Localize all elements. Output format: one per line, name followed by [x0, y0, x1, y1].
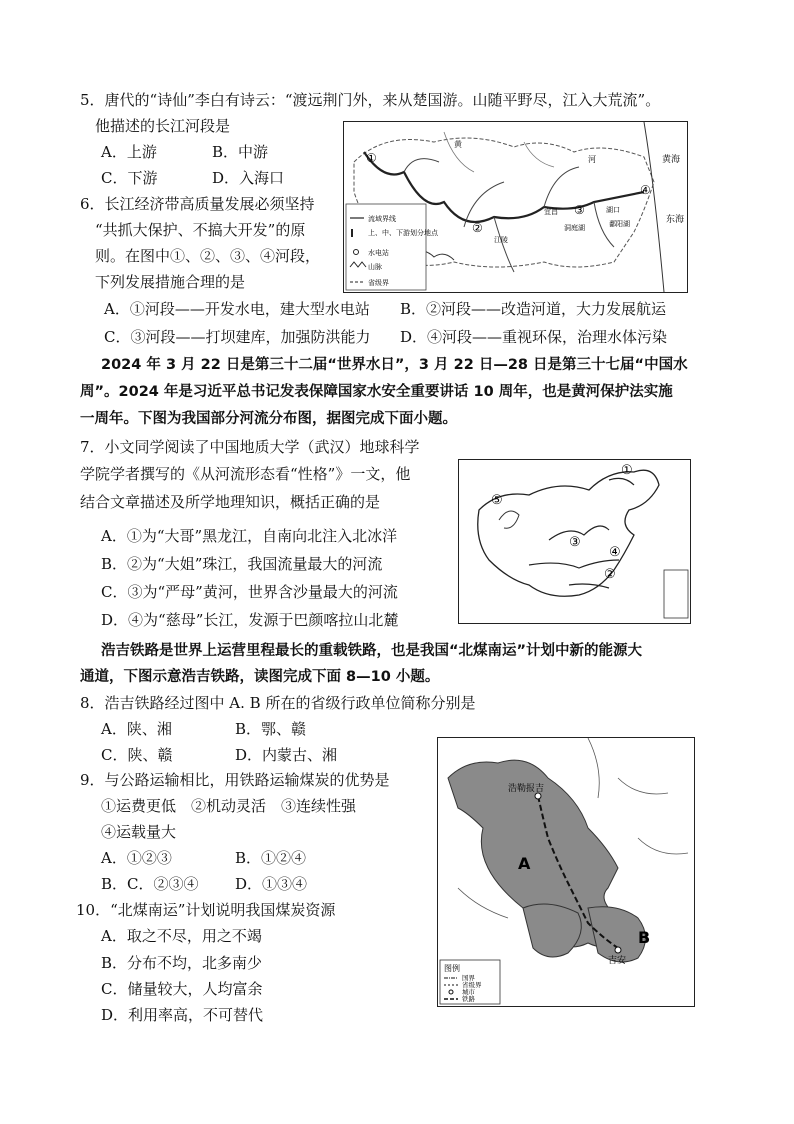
- map1-label-huang: 黄: [454, 140, 462, 149]
- map1-label-poyang: 鄱阳湖: [609, 220, 630, 228]
- map2-marker-5: ⑤: [491, 493, 503, 508]
- map3-legend-province: 省级界: [462, 981, 482, 989]
- q5-option-d: D．入海口: [212, 169, 285, 187]
- map1-label-east-sea: 东海: [666, 215, 685, 225]
- map1-label-jiangling: 江陵: [494, 236, 508, 244]
- map3-city-haolebaoji: 浩勒报吉: [508, 784, 545, 794]
- q6-option-a: A．①河段——开发水电，建大型水电站: [104, 300, 370, 318]
- intro1-line3: 一周年。下图为我国部分河流分布图，据图完成下面小题。: [80, 411, 457, 427]
- q7-stem-line3: 结合文章描述及所学地理知识，概括正确的是: [80, 493, 381, 511]
- map1-marker-3: ③: [574, 203, 585, 217]
- q10-option-b: B．分布不均，北多南少: [101, 954, 263, 972]
- q7-option-b: B．②为“大姐”珠江，我国流量最大的河流: [101, 555, 383, 573]
- q6-stem-line4: 下列发展措施合理的是: [95, 273, 246, 291]
- map1-label-yellow-sea: 黄海: [662, 155, 681, 165]
- map2-marker-1: ①: [621, 463, 633, 478]
- map1-label-hukou: 湖口: [606, 206, 620, 214]
- map3-label-a: A: [518, 854, 531, 873]
- q6-option-c: C．③河段——打坝建库，加强防洪能力: [104, 328, 371, 346]
- china-rivers-map: [458, 459, 691, 624]
- intro1-line2: 周”。2024 年是习近平总书记发表保障国家水安全重要讲话 10 周年，也是黄河保护法实施: [80, 384, 673, 400]
- q9-items-line1: ①运费更低 ②机动灵活 ③连续性强: [101, 797, 357, 815]
- intro1-line1: 2024 年 3 月 22 日是第三十二届“世界水日”，3 月 22 日—28 日是第三十七届“中国水: [101, 357, 688, 373]
- q7-option-a: A．①为“大哥”黑龙江，自南向北注入北冰洋: [101, 527, 398, 545]
- map3-legend-city: 城市: [462, 988, 475, 996]
- q8-option-d: D．内蒙古、湘: [235, 746, 338, 764]
- q5-stem-line2: 他描述的长江河段是: [95, 117, 231, 135]
- map3-legend-border: 国界: [462, 974, 475, 982]
- map1-marker-2: ②: [472, 221, 483, 235]
- q8-option-b: B．鄂、赣: [235, 720, 307, 738]
- q5-option-b: B．中游: [212, 143, 269, 161]
- q6-option-d: D．④河段——重视环保，治理水体污染: [400, 328, 668, 346]
- map3-legend-railway: 铁路: [462, 995, 475, 1003]
- q10-option-a: A．取之不尽，用之不竭: [101, 927, 262, 945]
- map3-city-jian: 吉安: [608, 956, 627, 966]
- map1-label-yichang: 宜昌: [544, 208, 558, 216]
- yangtze-basin-map: [343, 121, 688, 293]
- q7-option-d: D．④为“慈母”长江，发源于巴颜喀拉山北麓: [101, 611, 399, 629]
- map3-label-b: B: [638, 928, 651, 947]
- q9-items-line2: ④运载量大: [101, 823, 177, 841]
- q6-stem-line1: 6．长江经济带高质量发展必须坚持: [80, 195, 315, 213]
- intro2-line2: 通道，下图示意浩吉铁路，读图完成下面 8—10 小题。: [80, 669, 440, 685]
- q8-option-a: A．陕、湘: [101, 720, 172, 738]
- q10-option-d: D．利用率高，不可替代: [101, 1006, 264, 1024]
- q8-option-c: C．陕、赣: [101, 746, 173, 764]
- map1-legend-basin: 流域界线: [368, 215, 396, 223]
- map3-legend-title: 图例: [444, 964, 460, 973]
- q6-stem-line2: “共抓大保护、不搞大开发”的原: [95, 221, 306, 239]
- q9-option-c: B．C．②③④: [101, 875, 199, 893]
- q7-option-c: C．③为“严母”黄河，世界含沙量最大的河流: [101, 583, 398, 601]
- map1-legend-province: 省级界: [368, 279, 389, 287]
- q8-stem: 8．浩吉铁路经过图中 A. B 所在的省级行政单位简称分别是: [80, 694, 476, 712]
- map1-marker-1: ①: [366, 151, 377, 165]
- map1-legend-division: 上、中、下游划分地点: [368, 229, 438, 237]
- q9-option-a: A．①②③: [101, 849, 172, 867]
- q6-stem-line3: 则。在图中①、②、③、④河段，: [95, 247, 321, 265]
- q10-stem: 10．“北煤南运”计划说明我国煤炭资源: [76, 901, 336, 919]
- q5-stem-line1: 5．唐代的“诗仙”李白有诗云：“渡远荆门外，来从楚国游。山随平野尽，江入大荒流”。: [80, 91, 661, 109]
- q7-stem-line1: 7．小文同学阅读了中国地质大学（武汉）地球科学: [80, 438, 420, 456]
- map1-label-dongting: 洞庭湖: [564, 224, 585, 232]
- map2-marker-3: ③: [569, 535, 581, 550]
- map1-marker-4: ④: [640, 183, 651, 197]
- map1-legend-hydro: 水电站: [368, 249, 389, 257]
- intro2-line1: 浩吉铁路是世界上运营里程最长的重载铁路，也是我国“北煤南运”计划中新的能源大: [101, 643, 643, 659]
- map2-marker-2: ②: [604, 567, 616, 582]
- q9-stem: 9．与公路运输相比，用铁路运输煤炭的优势是: [80, 771, 390, 789]
- map1-label-he: 河: [588, 155, 596, 164]
- map2-marker-4: ④: [609, 545, 621, 560]
- q9-option-d: D．①③④: [235, 875, 308, 893]
- q6-option-b: B．②河段——改造河道，大力发展航运: [400, 300, 667, 318]
- haoji-railway-map: [437, 737, 695, 1007]
- q7-stem-line2: 学院学者撰写的《从河流形态看“性格”》一文，他: [80, 465, 411, 483]
- q5-option-a: A．上游: [101, 143, 157, 161]
- map1-legend-mountain: 山脉: [368, 263, 382, 271]
- q10-option-c: C．储量较大，人均富余: [101, 980, 263, 998]
- q5-option-c: C．下游: [101, 169, 158, 187]
- q9-option-b: B．①②④: [235, 849, 307, 867]
